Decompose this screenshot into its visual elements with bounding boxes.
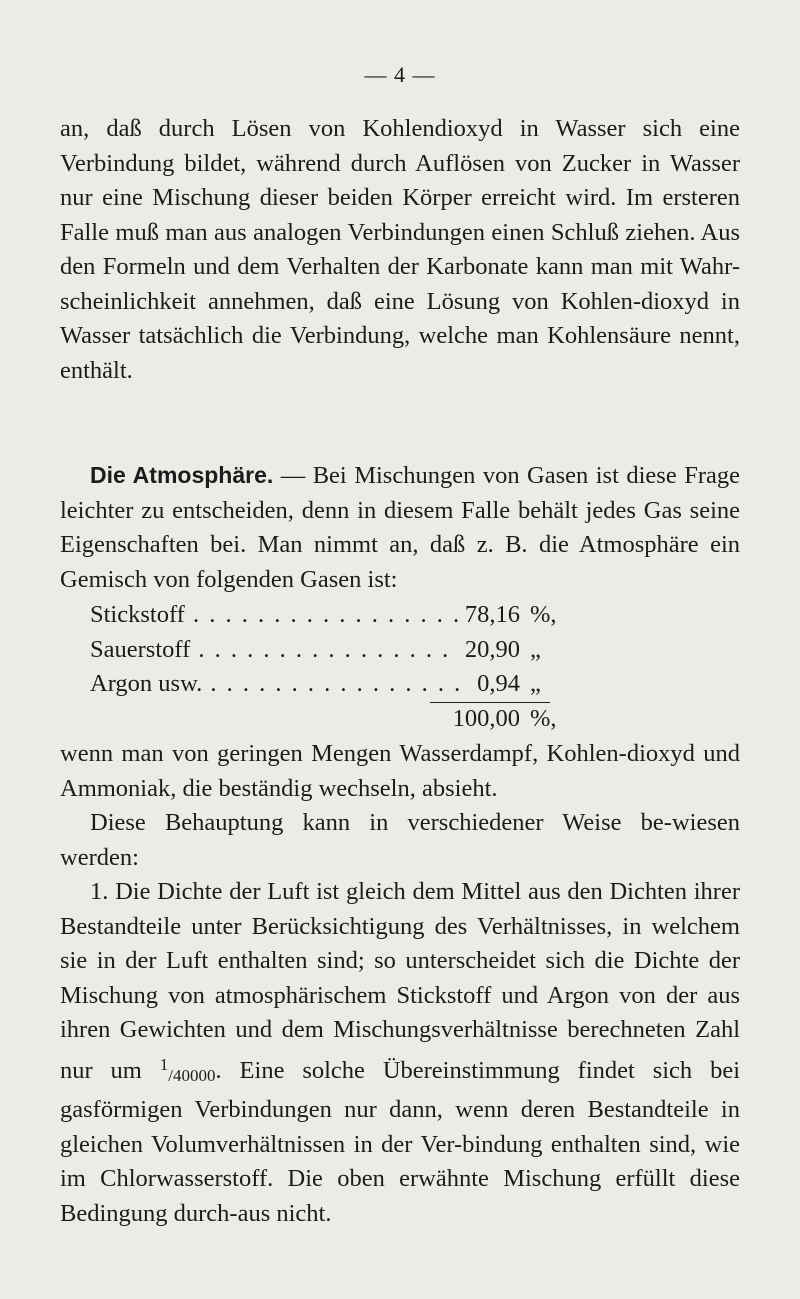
paragraph-4: Diese Behauptung kann in verschiedener Weise be-wiesen werden: <box>60 809 740 871</box>
composition-name: Sauerstoff . . . <box>90 633 460 668</box>
composition-value: 0,94 <box>477 670 520 697</box>
composition-total-unit: %, <box>530 704 557 732</box>
fraction <box>159 1054 216 1085</box>
paragraph-1: an, daß durch Lösen von Kohlendioxyd in Wasser sich eine Verbindung bildet, während durch Auflösen von Zucker in Wasser nur eine Mischung dieser beiden Körper erreicht wird. Im ersteren Falle muß man aus analogen Verbindungen einen Schluß ziehen. Aus den Formeln und dem Verhalten der Karbonate kann man mit Wahr-scheinlichkeit annehmen, daß eine Lösung von Kohlen-dioxyd in Wasser tatsächlich die Verbindung, welche man Kohlensäure nennt, enthält. <box>60 115 740 384</box>
page-number: — 4 — <box>364 62 436 87</box>
composition-table <box>90 598 610 736</box>
composition-value: 20,90 <box>464 635 520 663</box>
composition-row <box>90 667 610 702</box>
composition-unit: %, <box>530 601 557 628</box>
composition-total-row <box>90 702 610 737</box>
paragraph-3: wenn man von geringen Mengen Wasserdampf, Kohlen-dioxyd und Ammoniak, die beständig wechseln, absieht. <box>60 740 740 802</box>
composition-unit: „ <box>530 635 541 663</box>
fraction-denominator: /40000 <box>168 1065 216 1085</box>
composition-row <box>90 598 610 633</box>
composition-row <box>90 633 610 668</box>
section-heading: Die Atmosphäre. <box>90 462 274 488</box>
paragraph-atmosphere <box>60 458 740 597</box>
paragraph-5-text-a: 1. Die Dichte der Luft ist gleich dem Mittel aus den Dichten ihrer Bestandteile unter Berücksichtigung des Verhältnisses, in welchem sie in der Luft enthalten sind; so unterscheidet sich die Dichte der Mischung von atmosphärischem Stickstoff und Argon von der aus ihren Gewichten und dem Mischungsverhältnisse berechneten Zahl nur um <box>60 878 740 1084</box>
composition-name: Argon usw. . . . <box>90 667 460 702</box>
composition-unit: „ <box>530 670 541 697</box>
composition-total-value: 100,00 <box>452 704 520 732</box>
paragraph-5-text-b: . Eine solche Übereinstimmung findet sich bei gasförmigen Verbindungen nur dann, wenn deren Bestandteile in gleichen Volumverhältnissen in der Ver-bindung enthalten sind, wie im Chlorwasserstoff. Die oben erwähnte Mischung erfüllt diese Bedingung durch-aus nicht. <box>60 1056 741 1227</box>
fraction-numerator: 1 <box>159 1054 169 1074</box>
paragraph-atmosphere-text: — Bei Mischungen von Gasen ist diese Frage leichter zu entscheiden, denn in diesem Falle behält jedes Gas seine Eigenschaften bei. Man nimmt an, daß z. B. die Atmosphäre ein Gemisch von folgenden Gasen ist: <box>60 462 740 593</box>
composition-name: Stickstoff . . . <box>90 598 460 633</box>
composition-value: 78,16 <box>464 601 520 628</box>
paragraph-5 <box>60 875 740 1231</box>
